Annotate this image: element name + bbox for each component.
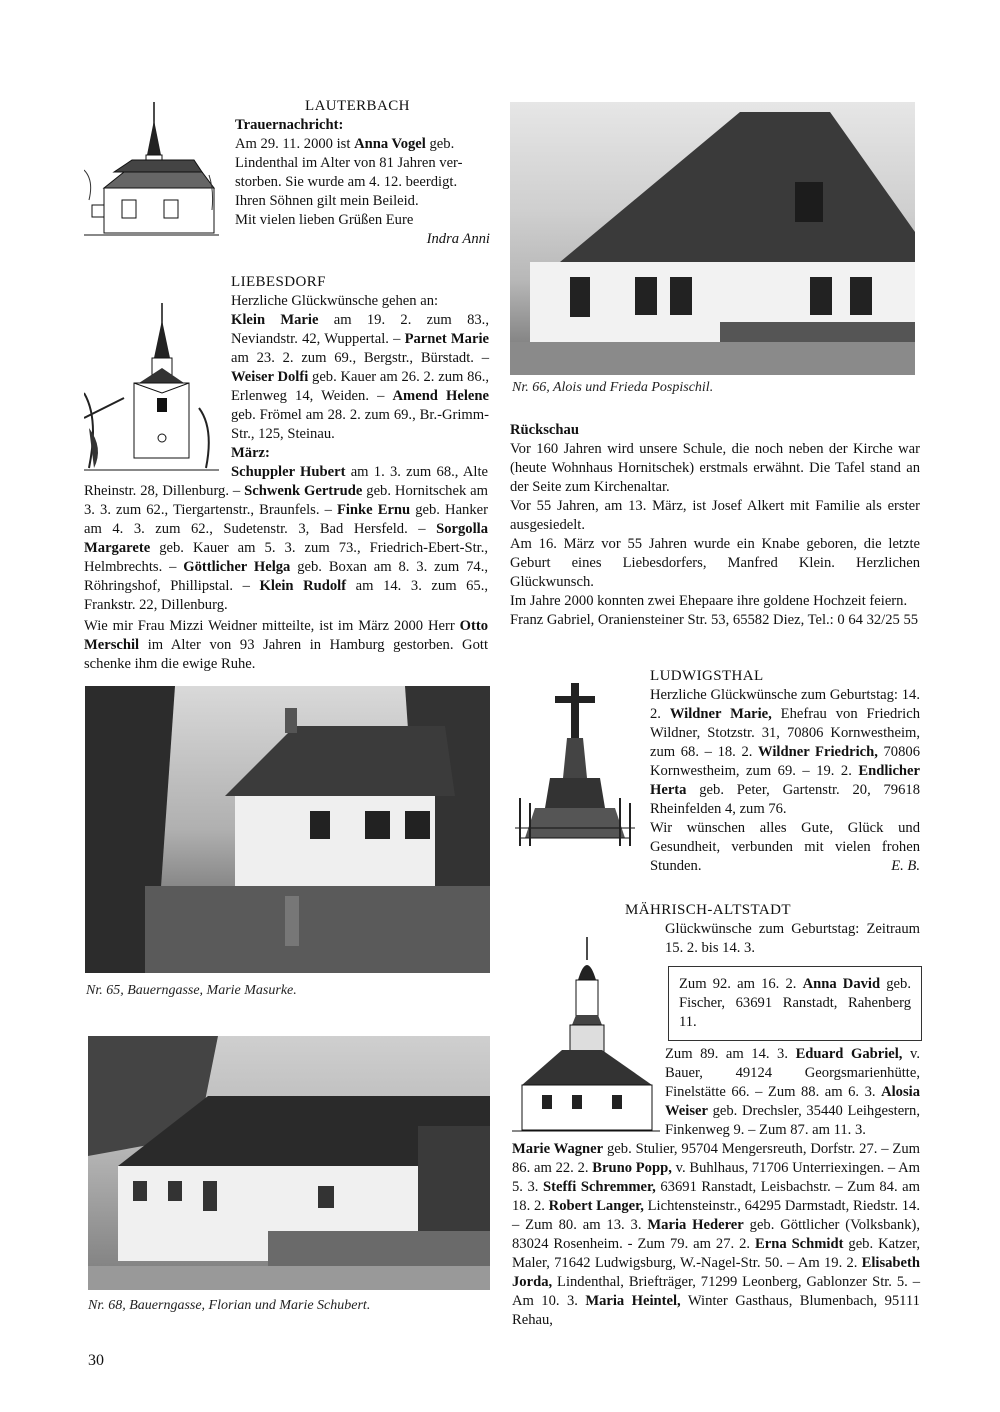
rueckschau-para-1: Vor 55 Jahren, am 13. März, ist Josef Alkert mit Familie als erster ausgesiedelt. [510,498,920,533]
rueckschau-para-3: Im Jahre 2000 konnten zwei Ehepaare ihre goldene Hochzeit feiern. [510,593,908,609]
rueckschau-para-4: Franz Gabriel, Oraniensteiner Str. 53, 65582 Diez, Tel.: 0 64 32/25 55 [510,612,919,628]
rueckschau-para-2: Am 16. März vor 55 Jahren wurde ein Knabe geboren, die letzte Geburt eines Liebesdorfers, Manfred Klein. Herzlichen Glückwunsch. [510,536,920,590]
lauterbach-line-2: storben. Sie wurde am 4. 12. beerdigt. [235,174,458,190]
altstadt-highlight-box: Zum 92. am 16. 2. Anna David geb. Fischer, 63691 Ranstadt, Rahenberg 11. [668,966,922,1041]
ludwigsthal-section [650,667,920,876]
liebesdorf-death-notice: Wie mir Frau Mizzi Weidner mitteilte, ist im März 2000 Herr Otto Merschil im Alter von 93 Jahren in Hamburg gestorben. Gott schenke ihm die ewige Ruhe. [84,618,488,672]
lauterbach-line-4: Mit vielen lieben Grüßen Eure [235,212,414,228]
ludwigsthal-monument-drawing [515,678,635,850]
altstadt-box-name: Anna David [802,976,881,992]
liebesdorf-heading: LIEBESDORF [231,274,326,290]
lauterbach-heading: LAUTERBACH [305,98,410,114]
lauterbach-subheading: Trauernachricht: [235,117,344,133]
altstadt-church-drawing [512,935,660,1135]
altstadt-entry-name-1: Alosia Weiser [665,1084,920,1119]
altstadt-entry-name-4: Steffi Schremmer, [543,1179,656,1195]
ludwigsthal-heading: LUDWIGSTHAL [650,668,764,684]
lauterbach-line-3: Ihren Söhnen gilt mein Beileid. [235,193,419,209]
altstadt-entry-name-0: Eduard Gabriel, [795,1046,903,1062]
rueckschau-para-0: Vor 160 Jahren wird unsere Schule, die noch neben der Kirche war (heute Wohnhaus Hornitschek) erstmals erwähnt. Die Tafel stand an der Seite zum Kirchenaltar. [510,441,920,495]
liebesdorf-entry-name-0: Klein Marie [231,312,319,328]
photo-nr-68-house [88,1036,490,1290]
photo-nr-65 [85,686,490,973]
photo-nr-68 [88,1036,490,1290]
lauterbach-signature: Indra Anni [426,231,490,247]
death-notice-name: Otto Merschil [84,618,488,653]
photo-nr-66-house [510,102,915,375]
lauterbach-section [235,97,490,249]
lauterbach-chapel-drawing [84,100,219,245]
caption-nr-65: Nr. 65, Bauerngasse, Marie Masurke. [86,983,297,998]
rueckschau-section [510,421,920,630]
liebesdorf-entry-name-3: Amend Helene [392,388,489,404]
ludwigsthal-signature: E. B. [891,858,920,874]
altstadt-entry-name-5: Robert Langer, [548,1198,644,1214]
altstadt-entry-name-9: Maria Heintel, [585,1293,681,1309]
page-number: 30 [88,1352,104,1369]
altstadt-entries-bottom: Marie Wagner geb. Stulier, 95704 Mengersreuth, Dorfstr. 27. – Zum 86. am 22. 2. Bruno Popp, v. Buhlhaus, 71706 Unterriexingen. – Am 5. 3. Steffi Schremmer, 63691 Ranstadt, Leisbachstr. – Zum 84. am 18. 2. Robert Langer, Lichtensteinstr., 64295 Darmstadt, Riedstr. 14. – Zum 80. am 13. 3. Maria Hederer geb. Göttlicher (Volksbank), 83024 Rosenheim. - Zum 79. am 27. 2. Erna Schmidt geb. Katzer, Maler, 71642 Ludwigsburg, W.-Nagel-Str. 50. – Am 19. 2. Elisabeth Jorda, Lindenthal, Briefträger, 71299 Leonberg, Gablonzer Str. 5. – Am 10. 3. Maria Heintel, Winter Gasthaus, Blumenbach, 95111 Rehau, [512,1141,921,1328]
photo-nr-65-house [85,686,490,973]
ludwigsthal-wish: Wir wünschen alles Gute, Glück und Gesundheit, verbunden mit vielen frohen Stunden. [650,820,920,874]
liebesdorf-section-top [231,273,489,463]
photo-nr-66 [510,102,915,375]
ludwigsthal-entries: Herzliche Glückwünsche zum Geburtstag: 14. 2. Wildner Marie, Ehefrau von Friedrich Wildner, Stotzstr. 31, 70806 Kornwestheim, zum 68. – 18. 2. Wildner Friedrich, 70806 Kornwestheim, zum 69. – 19. 2. Endlicher Herta geb. Peter, Gartenstr. 20, 79618 Rheinfelden 4, zum 76. [650,687,920,817]
altstadt-entry-name-6: Maria Hederer [647,1217,744,1233]
liebesdorf-section-maerz: Schuppler Hubert am 1. 3. zum 68., Alte Rheinstr. 28, Dillenburg. – Schwenk Gertrude geb. Hornitschek am 3. 3. zum 62., Tiergartenstr., Braunfels. – Finke Ernu geb. Hanker am 4. 3. zum 62., Sudetenstr. 3, Bad Hersfeld. – Sorgolla Margarete geb. Kauer am 5. 3. zum 73., Friedrich-Ebert-Str., Helmbrechts. – Göttlicher Helga geb. Boxan am 8. 3. zum 74., Röhringshof, Phillipstal. – Klein Rudolf am 14. 3. zum 65., Frankstr. 22, Dillenburg. [84,464,489,613]
liebesdorf-church-drawing [84,298,219,473]
maerz-entry-name-3: Sorgolla Margarete [84,521,488,556]
maerz-entry-name-2: Finke Ernu [336,502,411,518]
lauterbach-line-1: Lindenthal im Alter von 81 Jahren ver- [235,155,463,171]
altstadt-heading: MÄHRISCH-ALTSTADT [625,902,791,918]
liebesdorf-intro: Herzliche Glückwünsche gehen an: [231,293,439,309]
maerz-entry-name-5: Klein Rudolf [259,578,347,594]
liebesdorf-entry-name-1: Parnet Marie [404,331,489,347]
altstadt-entry-name-2: Marie Wagner [512,1141,604,1157]
caption-nr-68: Nr. 68, Bauerngasse, Florian und Marie Schubert. [88,1298,371,1313]
maerz-entry-name-0: Schuppler Hubert [231,464,346,480]
ludwigsthal-entry-name-0: Wildner Marie, [669,706,772,722]
altstadt-entry-name-7: Erna Schmidt [755,1236,844,1252]
liebesdorf-maerz-label: März: [231,445,270,461]
caption-nr-66: Nr. 66, Alois und Frieda Pospischil. [512,380,714,395]
rueckschau-heading: Rückschau [510,422,579,438]
altstadt-intro: Glückwünsche zum Geburtstag: Zeitraum 15. 2. bis 14. 3. [665,921,920,956]
liebesdorf-entries: Klein Marie am 19. 2. zum 83., Neviandstr. 42, Wuppertal. – Parnet Marie am 23. 2. zum 69., Bergstr., Bürstadt. – Weiser Dolfi geb. Kauer am 26. 2. zum 86., Erlenweg 14, Weiden. – Amend Helene geb. Frömel am 28. 2. zum 69., Br.-Grimm-Str., 125, Steinau. [231,312,489,442]
ludwigsthal-entry-name-2: Endlicher Herta [650,763,920,798]
maerz-entry-name-4: Göttlicher Helga [183,559,291,575]
altstadt-entries-top: Zum 89. am 14. 3. Eduard Gabriel, v. Bauer, 49124 Georgsmarienhütte, Finelstätte 66. – Zum 88. am 6. 3. Alosia Weiser geb. Drechsler, 35440 Leihgestern, Finkenweg 9. – Zum 87. am 11. 3. [665,1046,920,1138]
altstadt-entry-name-3: Bruno Popp, [592,1160,672,1176]
lauterbach-line-0: Am 29. 11. 2000 ist Anna Vogel geb. [235,136,455,152]
ludwigsthal-entry-name-1: Wildner Friedrich, [758,744,878,760]
altstadt-entry-name-8: Elisabeth Jorda, [512,1255,920,1290]
maerz-entry-name-1: Schwenk Gertrude [244,483,363,499]
liebesdorf-entry-name-2: Weiser Dolfi [231,369,309,385]
